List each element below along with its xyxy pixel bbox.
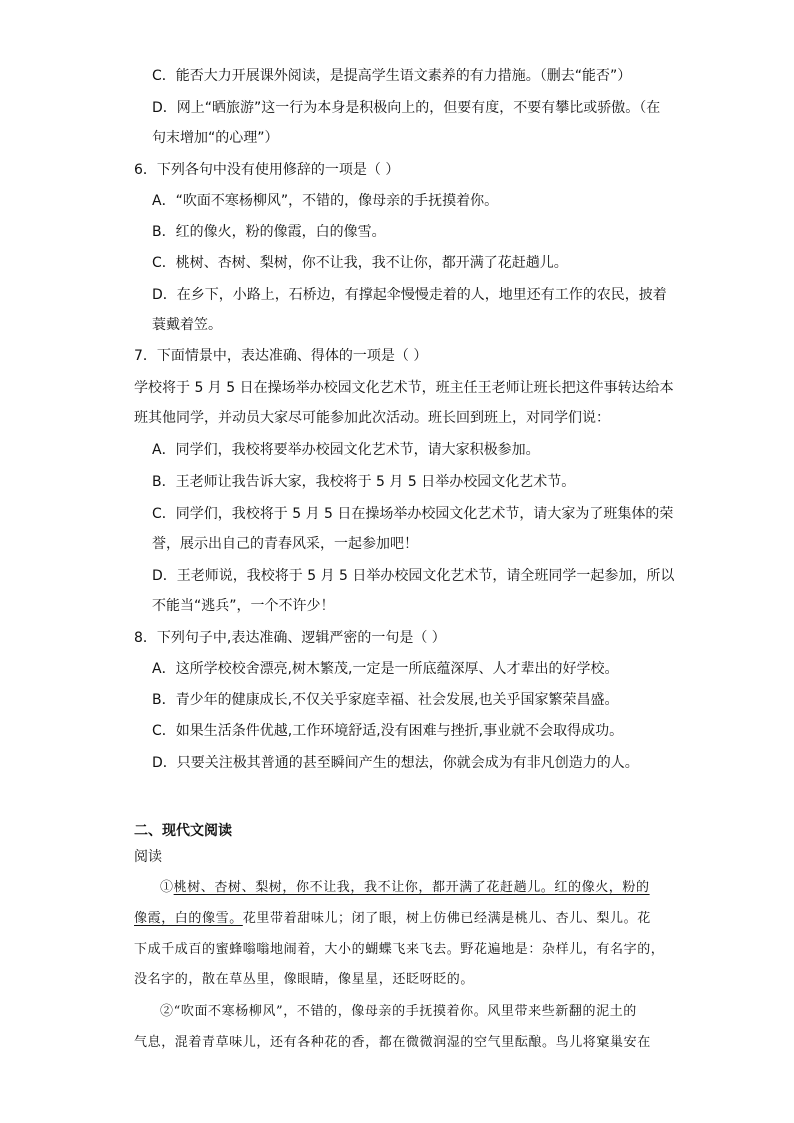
underlined-sentence-end: 像霞，白的像雪。	[134, 911, 243, 926]
q8-option-b: B．青少年的健康成长,不仅关乎家庭幸福、社会发展,也关乎国家繁荣昌盛。	[152, 692, 619, 708]
q7-option-d-line1: D．王老师说，我校将于 5 月 5 日举办校园文化艺术节，请全班同学一起参加，所以	[152, 568, 675, 584]
q7-option-d-line2: 不能当“逃兵”，一个不许少！	[152, 598, 335, 614]
q5-option-d-line1: D．网上“晒旅游”这一行为本身是积极向上的，但要有度，不要有攀比或骄傲。（在	[152, 100, 661, 116]
q7-option-b: B．王老师让我告诉大家，我校将于 5 月 5 日举办校园文化艺术节。	[152, 474, 576, 490]
q8-option-d: D．只要关注极其普通的甚至瞬间产生的想法，你就会成为有非凡创造力的人。	[152, 755, 639, 771]
q8-option-a: A．这所学校校舍漂亮,树木繁茂,一定是一所底蕴深厚、人才辈出的好学校。	[152, 661, 619, 677]
passage-p1-line2	[134, 909, 651, 929]
q7-context-line2: 班其他同学，并动员大家尽可能参加此次活动。班长回到班上，对同学们说：	[134, 410, 610, 426]
underlined-sentence: 桃树、杏树、梨树，你不让我，我不让你，都开满了花赶趟儿。红的像火，粉的	[173, 880, 650, 895]
q8-stem: 8．下列句子中,表达准确、逻辑严密的一句是（ ）	[134, 630, 446, 646]
reading-label: 阅读	[134, 849, 162, 865]
passage-p1-line1	[160, 878, 650, 898]
paragraph-number: ①	[160, 880, 174, 895]
passage-p2-line2: 气息，混着青草味儿，还有各种花的香，都在微微润湿的空气里酝酿。鸟儿将窠巢安在	[134, 1035, 651, 1050]
q6-option-c: C．桃树、杏树、梨树，你不让我，我不让你，都开满了花赶趟儿。	[152, 255, 568, 271]
q5-option-d-line2: 句末增加“的心理”）	[152, 130, 279, 146]
q5-option-c: C．能否大力开展课外阅读，是提高学生语文素养的有力措施。（删去“能否”）	[152, 68, 632, 84]
q7-option-c-line2: 誉，展示出自己的青春风采，一起参加吧！	[152, 536, 418, 552]
passage-p1-line3: 下成千成百的蜜蜂嗡嗡地闹着，大小的蝴蝶飞来飞去。野花遍地是：杂样儿，有名字的，	[134, 942, 665, 957]
q6-option-b: B．红的像火，粉的像霞，白的像雪。	[152, 224, 386, 240]
q6-option-d-line2: 蓑戴着笠。	[152, 317, 222, 333]
section-heading: 二、现代文阅读	[134, 823, 232, 839]
q6-option-d-line1: D．在乡下，小路上，石桥边，有撑起伞慢慢走着的人，地里还有工作的农民，披着	[152, 287, 667, 303]
passage-p1-line4: 没名字的，散在草丛里，像眼睛，像星星，还眨呀眨的。	[134, 972, 475, 987]
passage-text: 花里带着甜味儿；闭了眼，树上仿佛已经满是桃儿、杏儿、梨儿。花	[242, 911, 651, 926]
q7-context-line1: 学校将于 5 月 5 日在操场举办校园文化艺术节，班主任王老师让班长把这件事转达给本	[134, 380, 674, 396]
q8-option-c: C．如果生活条件优越,工作环境舒适,没有困难与挫折,事业就不会取得成功。	[152, 723, 624, 739]
passage-p2-line1: ②“吹面不寒杨柳风”，不错的，像母亲的手抚摸着你。风里带来些新翻的泥土的	[160, 1004, 637, 1019]
q6-stem: 6．下列各句中没有使用修辞的一项是（ ）	[134, 162, 400, 178]
q7-option-c-line1: C．同学们，我校将于 5 月 5 日在操场举办校园文化艺术节，请大家为了班集体的荣	[152, 506, 674, 522]
q7-stem: 7．下面情景中，表达准确、得体的一项是（ ）	[134, 348, 428, 364]
q6-option-a: A．“吹面不寒杨柳风”，不错的，像母亲的手抚摸着你。	[152, 193, 499, 209]
q7-option-a: A．同学们，我校将要举办校园文化艺术节，请大家积极参加。	[152, 442, 540, 458]
